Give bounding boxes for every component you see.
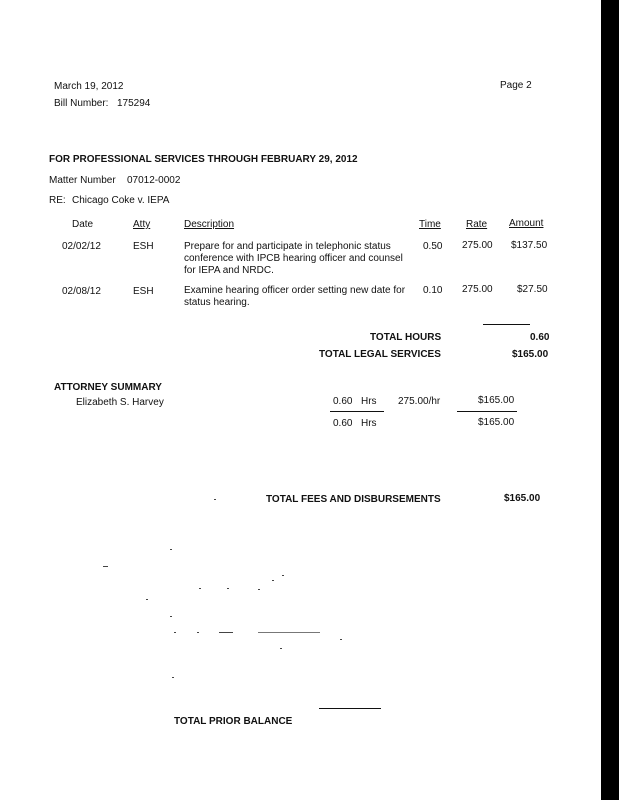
attorney-amount: $165.00 <box>478 395 515 406</box>
scan-speck <box>197 632 199 633</box>
scan-speck <box>174 632 176 633</box>
matter-number-value: 07012-0002 <box>127 175 181 186</box>
invoice-date: March 19, 2012 <box>54 81 124 92</box>
scan-speck <box>272 580 274 581</box>
entry-2-time: 0.10 <box>423 285 443 296</box>
entry-2-date: 02/08/12 <box>62 286 101 297</box>
re-value: Chicago Coke v. IEPA <box>72 195 170 206</box>
scan-speck <box>258 589 260 590</box>
scan-speck <box>170 616 172 617</box>
total-fees-value: $165.00 <box>504 493 541 504</box>
summary-total-hours-unit: Hrs <box>361 418 377 429</box>
entry-2-description: Examine hearing officer order setting new date for status hearing. <box>184 285 406 308</box>
scan-speck <box>172 677 174 678</box>
entry-1-rate: 275.00 <box>462 240 493 251</box>
summary-hours-rule <box>330 411 384 412</box>
scan-edge-bar <box>601 0 619 800</box>
entry-1-atty: ESH <box>133 241 154 252</box>
scan-speck <box>258 632 320 633</box>
scan-speck <box>170 549 172 550</box>
scan-speck <box>199 588 201 589</box>
page-number: Page 2 <box>500 80 532 91</box>
column-rate: Rate <box>466 219 488 230</box>
scan-speck <box>227 588 229 589</box>
entry-1-time: 0.50 <box>423 241 443 252</box>
column-amount: Amount <box>509 218 544 229</box>
entry-1-description: Prepare for and participate in telephonic status conference with IPCB hearing officer and counsel for IEPA and NRDC. <box>184 241 403 276</box>
total-legal-services-value: $165.00 <box>512 349 549 360</box>
total-hours-rule <box>483 324 530 325</box>
column-date: Date <box>72 219 94 230</box>
attorney-name: Elizabeth S. Harvey <box>76 397 164 408</box>
attorney-summary-heading: ATTORNEY SUMMARY <box>54 382 162 393</box>
column-time: Time <box>419 219 441 230</box>
bill-number-label: Bill Number: <box>54 98 109 109</box>
entry-2-rate: 275.00 <box>462 284 493 295</box>
entry-2-amount: $27.50 <box>517 284 548 295</box>
scan-speck <box>282 575 284 576</box>
services-heading: FOR PROFESSIONAL SERVICES THROUGH FEBRUARY 29, 2012 <box>49 154 358 165</box>
total-fees-label: TOTAL FEES AND DISBURSEMENTS <box>266 494 441 505</box>
scan-speck <box>280 648 282 649</box>
entry-2-atty: ESH <box>133 286 154 297</box>
column-atty: Atty <box>133 219 151 230</box>
scan-speck <box>214 499 216 500</box>
entry-1-date: 02/02/12 <box>62 241 101 252</box>
total-legal-services-label: TOTAL LEGAL SERVICES <box>319 349 441 360</box>
attorney-rate: 275.00/hr <box>398 396 441 407</box>
scan-speck <box>219 632 233 633</box>
scan-speck <box>146 599 148 600</box>
attorney-hours-unit: Hrs <box>361 396 377 407</box>
scan-speck <box>340 639 342 640</box>
summary-total-hours: 0.60 <box>333 418 353 429</box>
summary-total-amount: $165.00 <box>478 417 515 428</box>
re-label: RE: <box>49 195 66 206</box>
attorney-hours: 0.60 <box>333 396 353 407</box>
summary-amount-rule <box>457 411 517 412</box>
column-description: Description <box>184 219 235 230</box>
matter-number-label: Matter Number <box>49 175 116 186</box>
entry-1-amount: $137.50 <box>511 240 548 251</box>
total-prior-balance-label: TOTAL PRIOR BALANCE <box>174 716 293 727</box>
total-hours-label: TOTAL HOURS <box>370 332 442 343</box>
total-hours-value: 0.60 <box>530 332 550 343</box>
scan-speck <box>103 566 108 567</box>
prior-balance-rule <box>319 708 381 709</box>
bill-number-value: 175294 <box>117 98 151 109</box>
